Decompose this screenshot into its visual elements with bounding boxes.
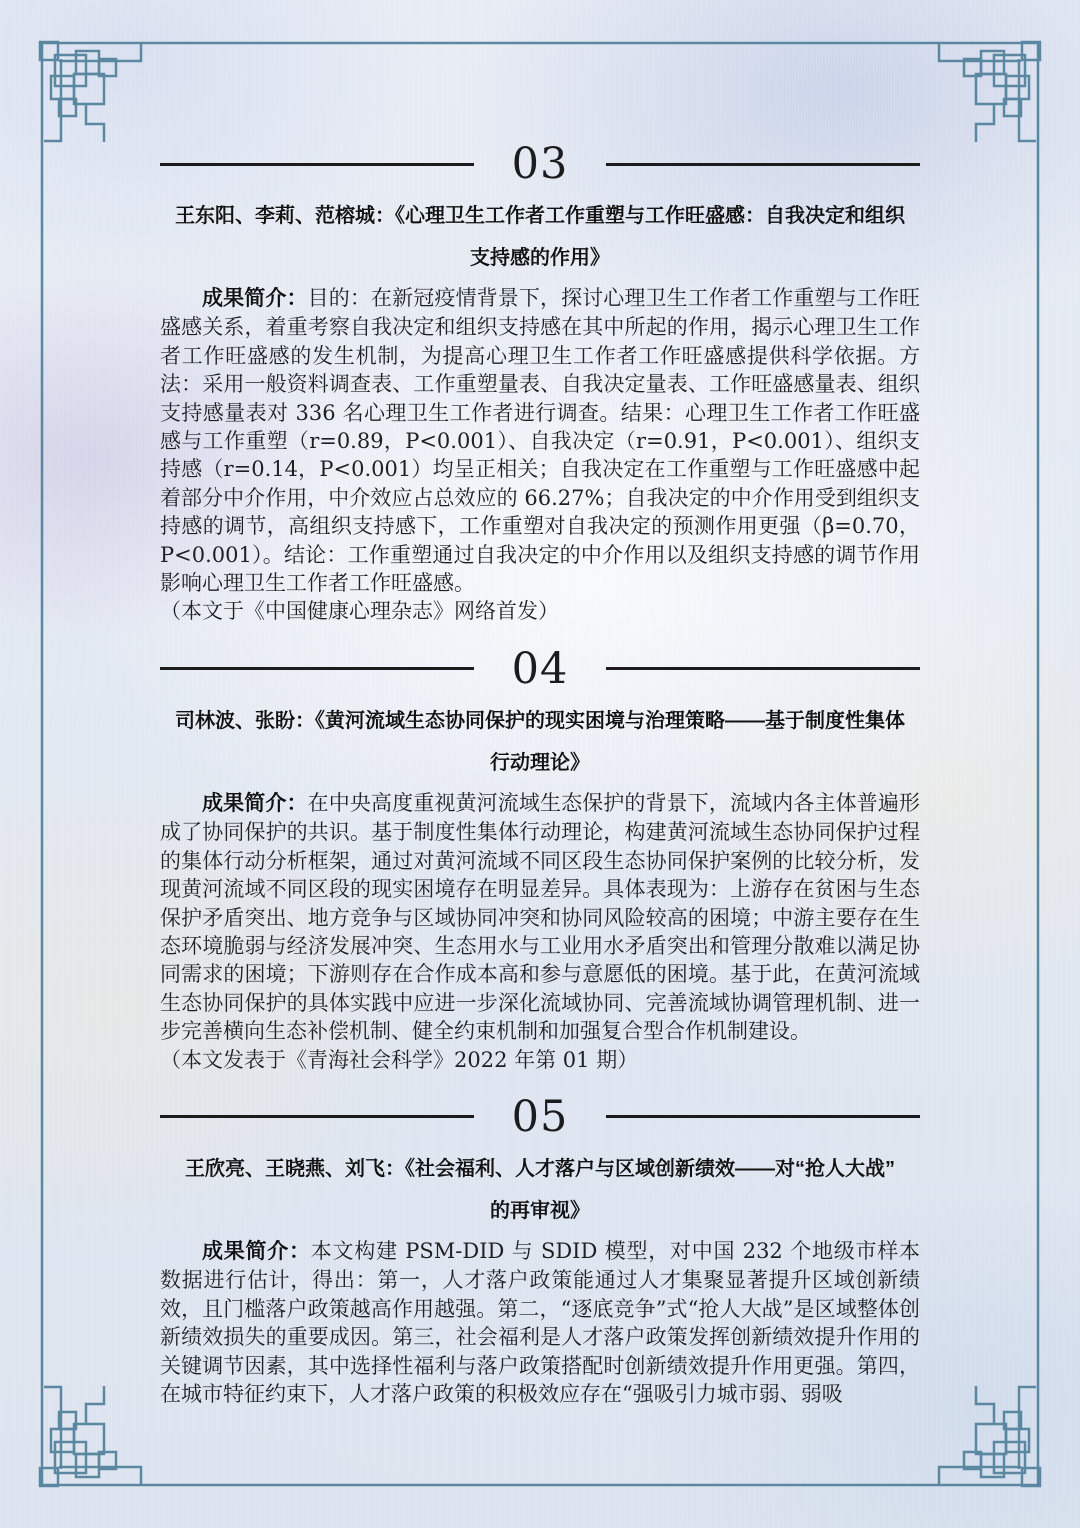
corner-ornament-bottom-right [939, 1386, 1040, 1486]
divider-line-left [160, 667, 474, 670]
article-abstract [160, 1237, 920, 1408]
article-title-line: 司林波、张盼：《黄河流域生态协同保护的现实困境与治理策略——基于制度性集体 [175, 709, 905, 732]
abstract-text: 目的：在新冠疫情背景下，探讨心理卫生工作者工作重塑与工作旺盛感关系，着重考察自我决定和组织支持感在其中所起的作用，揭示心理卫生工作者工作旺盛感的发生机制，为提高心理卫生工作者工作旺盛感提供科学依据。方法：采用一般资料调查表、工作重塑量表、自我决定量表、工作旺盛感量表、组织支持感量表对 336 名心理卫生工作者进行调查。结果：心理卫生工作者工作旺盛感与工作重塑（r=0.89，P<0.001）、自我决定（r=0.91，P<0.001）、组织支持感（r=0.14，P<0.001）均呈正相关；自我决定在工作重塑与工作旺盛感中起着部分中介作用，中介效应占总效应的 66.27%；自我决定的中介作用受到组织支持感的调节，高组织支持感下，工作重塑对自我决定的预测作用更强（β=0.70，P<0.001）。结论：工作重塑通过自我决定的中介作用以及组织支持感的调节作用影响心理卫生工作者工作旺盛感。 [160, 286, 921, 596]
divider-line-right [606, 1115, 920, 1118]
article-section-04 [160, 643, 921, 1074]
section-number: 03 [511, 139, 569, 189]
article-title [160, 700, 920, 784]
divider-line-right [606, 163, 920, 166]
article-title-line: 支持感的作用》 [470, 247, 610, 269]
publication-note: （本文发表于《青海社会科学》2022 年第 01 期） [160, 1047, 639, 1072]
publication-note: （本文于《中国健康心理杂志》网络首发） [160, 599, 559, 624]
divider-line-left [160, 1115, 474, 1118]
abstract-text: 本文构建 PSM-DID 与 SDID 模型，对中国 232 个地级市样本数据进行估计，得出：第一，人才落户政策能通过人才集聚显著提升区域创新绩效，且门槛落户政策越高作用越强。第二，“逐底竞争”式“抢人大战”是区域整体创新绩效损失的重要成因。第三，社会福利是人才落户政策发挥创新绩效提升作用的关键调节因素，其中选择性福利与落户政策搭配时创新绩效提升作用更强。第四，在城市特征约束下，人才落户政策的积极效应存在“强吸引力城市弱、弱吸 [160, 1238, 921, 1406]
article-title [160, 1148, 920, 1232]
article-section-05 [160, 1091, 921, 1408]
section-number-row [160, 141, 920, 187]
divider-line-right [606, 667, 920, 670]
section-number-row [160, 643, 920, 694]
abstract-label: 成果简介： [202, 791, 308, 815]
corner-ornament-top-right [939, 42, 1040, 142]
abstract-label: 成果简介： [202, 1239, 311, 1263]
article-title-line: 王欣亮、王晓燕、刘飞：《社会福利、人才落户与区域创新绩效——对“抢人大战” [185, 1157, 895, 1180]
article-section-03 [160, 141, 920, 626]
section-number-row [160, 1091, 920, 1142]
article-abstract [160, 284, 920, 597]
section-number: 04 [511, 643, 569, 694]
corner-ornament-bottom-left [40, 1386, 141, 1486]
article-title-line: 行动理论》 [490, 751, 590, 774]
article-title [160, 195, 920, 279]
article-title-line: 的再审视》 [490, 1199, 590, 1222]
abstract-label: 成果简介： [202, 287, 308, 310]
divider-line-left [160, 163, 474, 166]
article-abstract [160, 789, 920, 1046]
abstract-text: 在中央高度重视黄河流域生态保护的背景下，流域内各主体普遍形成了协同保护的共识。基于制度性集体行动理论，构建黄河流域生态协同保护过程的集体行动分析框架，通过对黄河流域不同区段生态协同保护案例的比较分析，发现黄河流域不同区段的现实困境存在明显差异。具体表现为：上游存在贫困与生态保护矛盾突出、地方竞争与区域协同冲突和协同风险较高的困境；中游主要存在生态环境脆弱与经济发展冲突、生态用水与工业用水矛盾突出和管理分散难以满足协同需求的困境；下游则存在合作成本高和参与意愿低的困境。基于此，在黄河流域生态协同保护的具体实践中应进一步深化流域协同、完善流域协调管理机制、进一步完善横向生态补偿机制、健全约束机制和加强复合型合作机制建设。 [160, 790, 921, 1044]
page-content [160, 141, 920, 1408]
corner-ornament-top-left [40, 42, 141, 142]
section-number: 05 [511, 1091, 569, 1142]
article-title-line: 王东阳、李莉、范榕城：《心理卫生工作者工作重塑与工作旺盛感：自我决定和组织 [175, 205, 905, 227]
